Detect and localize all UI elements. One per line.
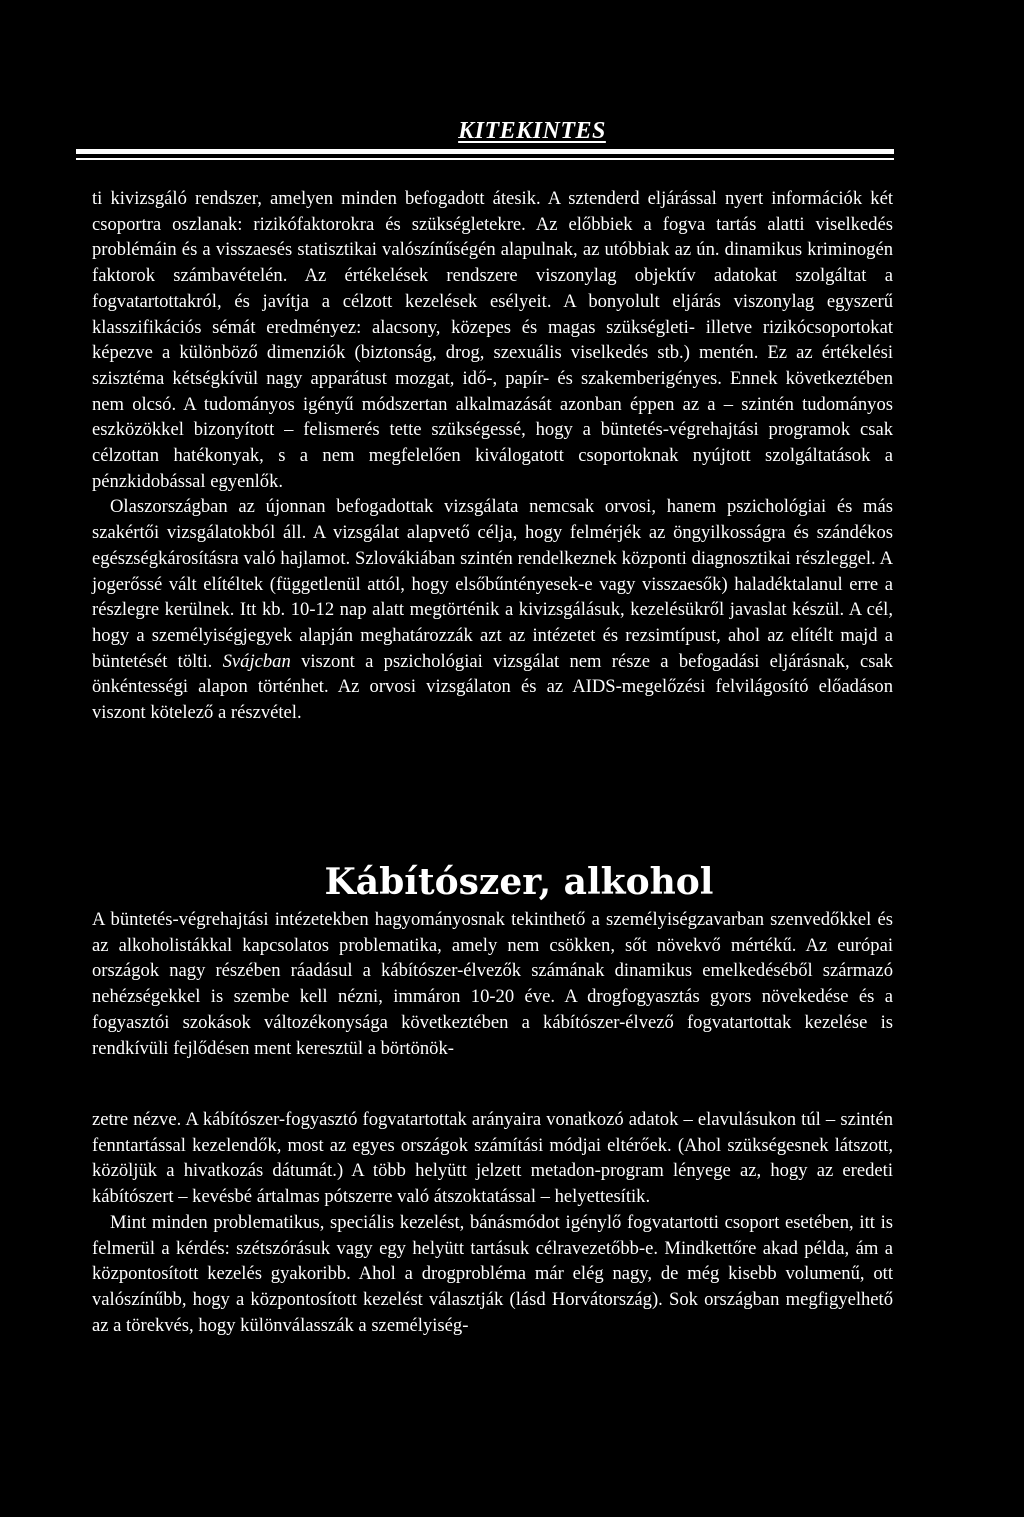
paragraph <box>92 494 893 725</box>
section-heading <box>0 860 1024 904</box>
paragraph-text: viszont a pszichológiai vizsgálat nem része a befogadási eljárásnak, csak önkéntességi alapon történhet. Az orvosi vizsgálaton és az AIDS-megelőzési felvilágosító előadáson viszont kötelező a részvétel. <box>92 650 894 724</box>
paragraph: zetre nézve. A kábítószer-fogyasztó fogvatartottak arányaira vonatkozó adatok – elavulásukon túl – szintén fenntartással kezelendők, most az egyes országok számítási módjai eltérőek. (Ahol szükségesnek látszott, közöljük a hivatkozás dátumát.) A több helyütt jelzett metadon-program lényege az, hogy az eredeti kábítószert – kevésbé ártalmas pótszerre való átszoktatással – helyettesítik. <box>92 1109 893 1208</box>
header-rule-thick <box>76 149 894 154</box>
section-heading-text: Kábítószer, alkohol <box>324 861 714 903</box>
italic-country-name: Svájcban <box>222 650 291 672</box>
section-2-body-part-2 <box>92 1107 893 1338</box>
paragraph: Mint minden problematikus, speciális kezelést, bánásmódot igénylő fogvatartotti csoport esetében, itt is felmerül a kérdés: szétszórásuk vagy egy helyütt tartásuk célravezetőbb-e. Mindkettőre akad példa, ám a központosított kezelés gyakoribb. Ahol a drogprobléma már elég nagy, de még kisebb volumenű, ott valószínűbb, hogy a központosított kezelést választják (lásd Horvátország). Sok országban megfigyelhető az a törekvés, hogy különválasszák a személyiség- <box>92 1211 893 1336</box>
paragraph-text: Olaszországban az újonnan befogadottak vizsgálata nemcsak orvosi, hanem pszichológiai és más szakértői vizsgálatokból áll. A vizsgálat alapvető célja, hogy felmérjék az öngyilkosságra és szándékos egészségkárosításra való hajlamot. Szlovákiában szintén rendelkeznek központi diagnosztikai részleggel. A jogerőssé vált elítéltek (függetlenül attól, hogy elsőbűntényesek-e vagy visszaesők) haladéktalanul erre a részlegre kerülnek. Itt kb. 10-12 nap alatt megtörténik a kivizsgálásuk, kezelésükről javaslat készül. A cél, hogy a személyiségjegyek alapján meghatározzák azt az intézetet és rezsimtípust, ahol az elítélt majd a büntetését tölti. <box>92 496 893 672</box>
header-title: KITEKINTES <box>458 118 606 144</box>
paragraph: ti kivizsgáló rendszer, amelyen minden befogadott átesik. A sztenderd eljárással nyert információk két csoportra oszlanak: rizikófaktorokra és szükségletekre. Az előbbiek a fogva tartás alatti viselkedés problémáin és a visszaesés statisztikai valószínűségén alapulnak, az utóbbiak az ún. dinamikus kriminogén faktorok számbavételén. Az értékelések rendszere viszonylag objektív adatokat szolgáltat a fogvatartottakról, és javítja a célzott kezelések esélyeit. A bonyolult eljárás viszonylag egyszerű klasszifikációs sémát eredményez: alacsony, közepes és magas szükségleti- illetve rizikócsoportokat képezve a különböző dimenziók (biztonság, drog, szexuális viselkedés stb.) mentén. Ez az értékelési szisztéma kétségkívül nagy apparátust mozgat, idő-, papír- és szakemberigényes. Ennek következtében nem olcsó. A tudományos igényű módszertan alkalmazását azonban éppen az a – szintén tudományos eszközökkel bizonyított – felismerés tette szükségessé, hogy a büntetés-végrehajtási programok csak célzottan hatékonyak, s a nem megfelelően kiválogatott csoportoknak nyújtott szolgáltatások a pénzkidobással egyenlők. <box>92 188 893 492</box>
section-2-body-part-1 <box>92 907 893 1061</box>
section-1-body <box>92 186 893 726</box>
running-header <box>0 118 1024 145</box>
paragraph: A büntetés-végrehajtási intézetekben hagyományosnak tekinthető a személyiségzavarban szenvedőkkel és az alkoholistákkal kapcsolatos problematika, amely nem csökken, sőt növekvő mértékű. Az európai országok nagy részében ráadásul a kábítószer-élvezők számának dinamikus emelkedéséből származó nehézségekkel is szembe kell nézni, immáron 10-20 éve. A drogfogyasztás gyors növekedése és a fogyasztói szokások változékonysága következtében a kábítószer-élvező fogvatartottak kezelése is rendkívüli fejlődésen ment keresztül a börtönök- <box>92 909 893 1059</box>
header-rule-thin <box>76 158 894 160</box>
